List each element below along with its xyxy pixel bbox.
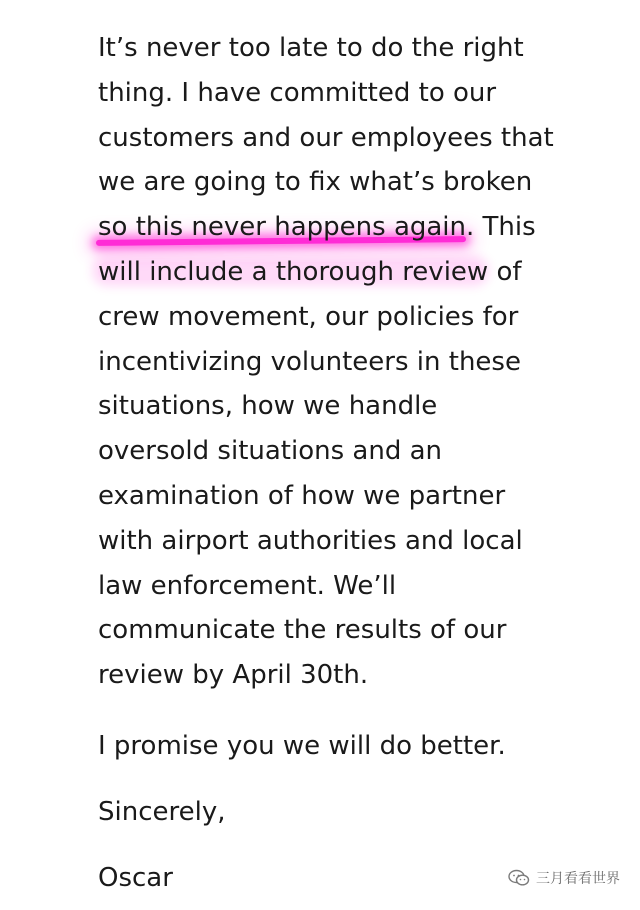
signature: Oscar xyxy=(98,862,173,893)
letter-line: law enforcement. We’ll xyxy=(98,570,397,601)
paragraph-1 xyxy=(98,26,618,698)
wechat-icon xyxy=(508,869,530,887)
letter-line: customers and our employees that xyxy=(98,122,554,153)
letter-line: with airport authorities and local xyxy=(98,525,523,556)
letter-line: thing. I have committed to our xyxy=(98,77,497,108)
paragraph-gap xyxy=(98,698,618,724)
letter-line: incentivizing volunteers in these xyxy=(98,346,521,377)
closing: Sincerely, xyxy=(98,796,226,827)
letter-line: oversold situations and an xyxy=(98,436,443,467)
paragraph-gap xyxy=(98,769,618,790)
letter-line: examination of how we partner xyxy=(98,480,506,511)
letter-line: so this never happens again. This xyxy=(98,212,536,243)
paragraph-2: I promise you we will do better. xyxy=(98,730,506,761)
watermark xyxy=(508,868,620,888)
letter-body xyxy=(98,26,618,900)
letter-line: we are going to fix what’s broken xyxy=(98,167,533,198)
paragraph-gap xyxy=(98,835,618,856)
watermark-text: 三月看看世界 xyxy=(536,871,620,887)
letter-line: will include a thorough review of xyxy=(98,256,522,287)
letter-line: situations, how we handle xyxy=(98,391,438,422)
letter-line: crew movement, our policies for xyxy=(98,301,519,332)
letter-line: review by April 30th. xyxy=(98,660,369,691)
letter-line: It’s never too late to do the right xyxy=(98,33,524,63)
letter-line: communicate the results of our xyxy=(98,615,507,646)
